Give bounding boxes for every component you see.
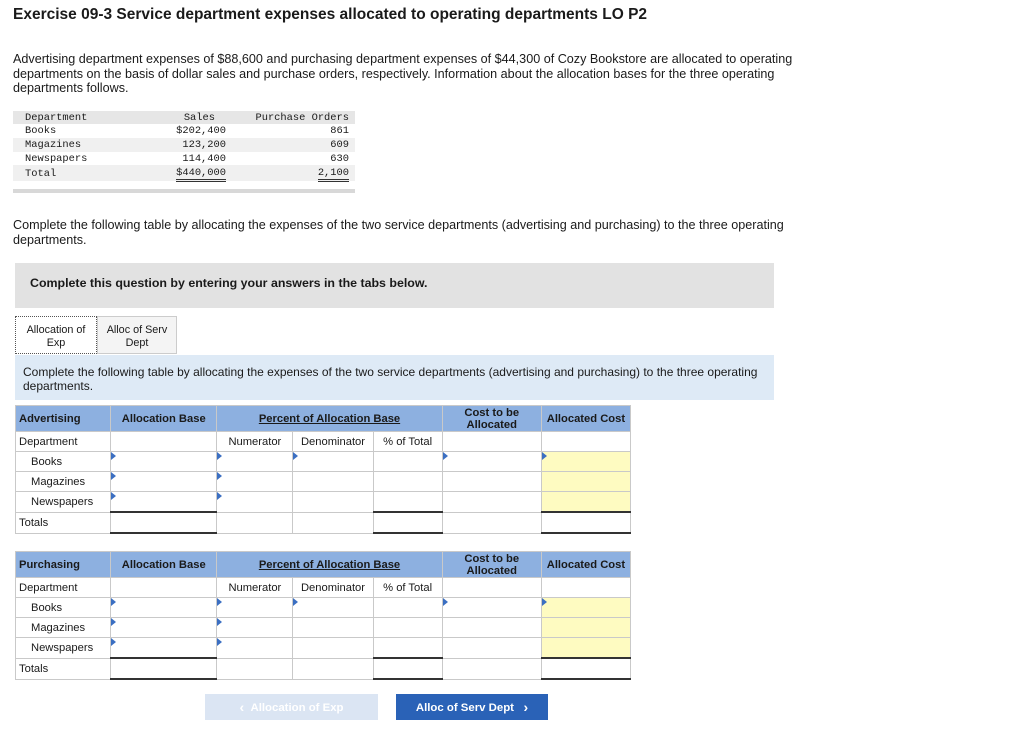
info-row-books xyxy=(13,124,355,138)
row-label: Newspapers xyxy=(16,492,111,513)
empty-cell xyxy=(541,432,630,452)
total-pct[interactable] xyxy=(373,512,442,533)
info-header-row xyxy=(13,111,355,124)
dropdown-marker-icon xyxy=(217,618,222,626)
dropdown-marker-icon xyxy=(111,638,116,646)
allocated-cost-header: Allocated Cost xyxy=(541,406,630,432)
dropdown-marker-icon xyxy=(217,638,222,646)
info-dept: Magazines xyxy=(25,138,82,151)
percent-of-allocation-base-header xyxy=(217,406,442,432)
allocation-base-input[interactable] xyxy=(111,598,217,618)
allocated-cost-input[interactable] xyxy=(541,472,630,492)
percent-header-text: Percent of Allocation Base xyxy=(258,412,401,425)
empty-cell xyxy=(293,658,373,679)
tab-label: Allocation of xyxy=(26,324,86,336)
prev-tab-button[interactable] xyxy=(205,694,378,720)
numerator-input[interactable] xyxy=(217,618,293,638)
purchasing-row-books xyxy=(16,598,631,618)
numerator-input[interactable] xyxy=(217,492,293,513)
dropdown-marker-icon xyxy=(111,598,116,606)
purchasing-subheader-row xyxy=(16,578,631,598)
empty-cell xyxy=(442,578,541,598)
dropdown-marker-icon xyxy=(111,452,116,460)
allocation-base-input[interactable] xyxy=(111,638,217,659)
info-header-department: Department xyxy=(25,112,88,124)
pct-total-header: % of Total xyxy=(373,578,442,598)
next-tab-button[interactable] xyxy=(396,694,548,720)
allocated-cost-input[interactable] xyxy=(541,638,630,659)
allocation-bases-table xyxy=(13,111,355,193)
dropdown-marker-icon xyxy=(293,598,298,606)
dropdown-marker-icon xyxy=(443,452,448,460)
purchasing-row-newspapers xyxy=(16,638,631,659)
numerator-header: Numerator xyxy=(217,578,293,598)
dropdown-marker-icon xyxy=(111,472,116,480)
numerator-header: Numerator xyxy=(217,432,293,452)
info-po: 2,100 xyxy=(318,167,349,182)
dropdown-marker-icon xyxy=(217,492,222,500)
next-button-label: Alloc of Serv Dept xyxy=(415,702,514,714)
row-label: Totals xyxy=(16,512,111,533)
problem-intro: Advertising department expenses of $88,600 and purchasing department expenses of $44,300 of Cozy Bookstore are allocated to operating departments on the basis of dollar sales and purchase orders, respectively. Information about the allocation bases for the three operating departments follows. xyxy=(13,52,793,95)
pct-total-input[interactable] xyxy=(373,598,442,618)
dropdown-marker-icon xyxy=(217,472,222,480)
allocated-cost-input[interactable] xyxy=(541,452,630,472)
info-po: 609 xyxy=(330,138,349,151)
denominator-header: Denominator xyxy=(293,432,373,452)
percent-of-allocation-base-header xyxy=(217,552,442,578)
numerator-input[interactable] xyxy=(217,452,293,472)
empty-cell xyxy=(217,512,293,533)
allocation-base-input[interactable] xyxy=(111,452,217,472)
info-po: 861 xyxy=(330,125,349,137)
pct-total-input[interactable] xyxy=(373,472,442,492)
empty-cell xyxy=(293,512,373,533)
tab-label: Dept xyxy=(125,337,149,349)
empty-cell xyxy=(541,578,630,598)
allocated-cost-input[interactable] xyxy=(541,618,630,638)
dropdown-marker-icon xyxy=(293,452,298,460)
cost-to-be-allocated-input[interactable] xyxy=(442,472,541,492)
pct-total-input[interactable] xyxy=(373,452,442,472)
row-label: Magazines xyxy=(16,472,111,492)
denominator-input[interactable] xyxy=(293,598,373,618)
percent-header-text: Percent of Allocation Base xyxy=(258,558,401,571)
empty-cell xyxy=(217,658,293,679)
pct-total-header: % of Total xyxy=(373,432,442,452)
purchasing-row-magazines xyxy=(16,618,631,638)
total-allocation-base[interactable] xyxy=(111,512,217,533)
cost-to-be-allocated-input[interactable] xyxy=(442,638,541,659)
numerator-input[interactable] xyxy=(217,472,293,492)
advertising-subheader-row xyxy=(16,432,631,452)
allocation-base-input[interactable] xyxy=(111,618,217,638)
info-dept: Books xyxy=(25,125,57,137)
advertising-row-magazines xyxy=(16,472,631,492)
info-row-total xyxy=(13,165,355,181)
prev-button-label: Allocation of Exp xyxy=(250,702,344,714)
tab-instruction-text: Complete the following table by allocating the expenses of the two service departments (advertising and purchasing) to the three operating departments. xyxy=(23,365,758,393)
pct-total-input[interactable] xyxy=(373,618,442,638)
allocation-base-header: Allocation Base xyxy=(111,552,217,578)
numerator-input[interactable] xyxy=(217,598,293,618)
row-label: Magazines xyxy=(16,618,111,638)
advertising-header-row xyxy=(16,406,631,432)
denominator-header: Denominator xyxy=(293,578,373,598)
cost-to-be-allocated-input[interactable] xyxy=(442,492,541,513)
allocation-base-header: Allocation Base xyxy=(111,406,217,432)
advertising-label: Advertising xyxy=(16,406,111,432)
dropdown-marker-icon xyxy=(217,452,222,460)
advertising-table xyxy=(15,405,631,534)
tab-label: Exp xyxy=(46,337,66,349)
info-sales: $440,000 xyxy=(176,167,226,182)
allocated-cost-header: Allocated Cost xyxy=(541,552,630,578)
page-title: Exercise 09-3 Service department expenses allocated to operating departments LO P2 xyxy=(13,6,648,23)
purchasing-label: Purchasing xyxy=(16,552,111,578)
denominator-input[interactable] xyxy=(293,472,373,492)
total-allocated-cost[interactable] xyxy=(541,512,630,533)
cost-to-be-allocated-input[interactable] xyxy=(442,452,541,472)
department-label: Department xyxy=(16,578,111,598)
info-divider xyxy=(13,189,355,193)
numerator-input[interactable] xyxy=(217,638,293,659)
info-dept: Newspapers xyxy=(25,152,88,165)
tab-allocation-of-exp[interactable] xyxy=(15,316,97,354)
purchasing-table xyxy=(15,551,631,680)
dropdown-marker-icon xyxy=(111,492,116,500)
chevron-left-icon: ‹ xyxy=(239,699,245,715)
allocation-base-input[interactable] xyxy=(111,492,217,513)
instruction-text: Complete this question by entering your answers in the tabs below. xyxy=(30,276,428,290)
row-label: Books xyxy=(16,598,111,618)
empty-cell xyxy=(442,432,541,452)
total-allocation-base[interactable] xyxy=(111,658,217,679)
empty-cell xyxy=(442,512,541,533)
info-sales: 114,400 xyxy=(182,152,226,165)
row-label: Books xyxy=(16,452,111,472)
denominator-input[interactable] xyxy=(293,638,373,659)
pct-total-input[interactable] xyxy=(373,638,442,659)
allocation-base-input[interactable] xyxy=(111,472,217,492)
denominator-input[interactable] xyxy=(293,492,373,513)
info-header-purchase-orders: Purchase Orders xyxy=(255,112,349,124)
tab-label: Alloc of Serv xyxy=(106,324,168,336)
cost-header-line: Cost to be xyxy=(464,552,520,565)
row-label: Newspapers xyxy=(16,638,111,659)
cost-to-be-allocated-input[interactable] xyxy=(442,598,541,618)
empty-cell xyxy=(111,432,217,452)
info-header-sales: Sales xyxy=(183,112,215,124)
advertising-row-newspapers xyxy=(16,492,631,513)
pct-total-input[interactable] xyxy=(373,492,442,513)
purchasing-header-row xyxy=(16,552,631,578)
total-pct[interactable] xyxy=(373,658,442,679)
allocated-cost-input[interactable] xyxy=(541,598,630,618)
empty-cell xyxy=(442,658,541,679)
dropdown-marker-icon xyxy=(542,598,547,606)
cost-to-be-allocated-header xyxy=(442,552,541,578)
cost-header-line: Allocated xyxy=(466,564,517,577)
advertising-row-totals xyxy=(16,512,631,533)
total-allocated-cost[interactable] xyxy=(541,658,630,679)
dropdown-marker-icon xyxy=(111,618,116,626)
dropdown-marker-icon xyxy=(443,598,448,606)
allocated-cost-input[interactable] xyxy=(541,492,630,513)
cost-header-line: Cost to be xyxy=(464,406,520,419)
info-po: 630 xyxy=(330,152,349,165)
info-row-newspapers xyxy=(13,152,355,166)
cost-to-be-allocated-input[interactable] xyxy=(442,618,541,638)
info-sales: $202,400 xyxy=(176,125,226,137)
chevron-right-icon: › xyxy=(523,699,529,715)
info-sales: 123,200 xyxy=(182,138,226,151)
dropdown-marker-icon xyxy=(542,452,547,460)
denominator-input[interactable] xyxy=(293,618,373,638)
advertising-row-books xyxy=(16,452,631,472)
task-description: Complete the following table by allocating the expenses of the two service departments (advertising and purchasing) to the three operating departments. xyxy=(13,218,784,247)
dropdown-marker-icon xyxy=(217,598,222,606)
cost-to-be-allocated-header xyxy=(442,406,541,432)
row-label: Totals xyxy=(16,658,111,679)
purchasing-row-totals xyxy=(16,658,631,679)
instruction-banner xyxy=(15,263,774,308)
cost-header-line: Allocated xyxy=(466,418,517,431)
info-dept: Total xyxy=(25,168,57,181)
info-row-magazines xyxy=(13,138,355,152)
department-label: Department xyxy=(16,432,111,452)
empty-cell xyxy=(111,578,217,598)
denominator-input[interactable] xyxy=(293,452,373,472)
tab-alloc-of-serv-dept[interactable] xyxy=(97,316,177,354)
tab-instruction-box xyxy=(15,355,774,400)
